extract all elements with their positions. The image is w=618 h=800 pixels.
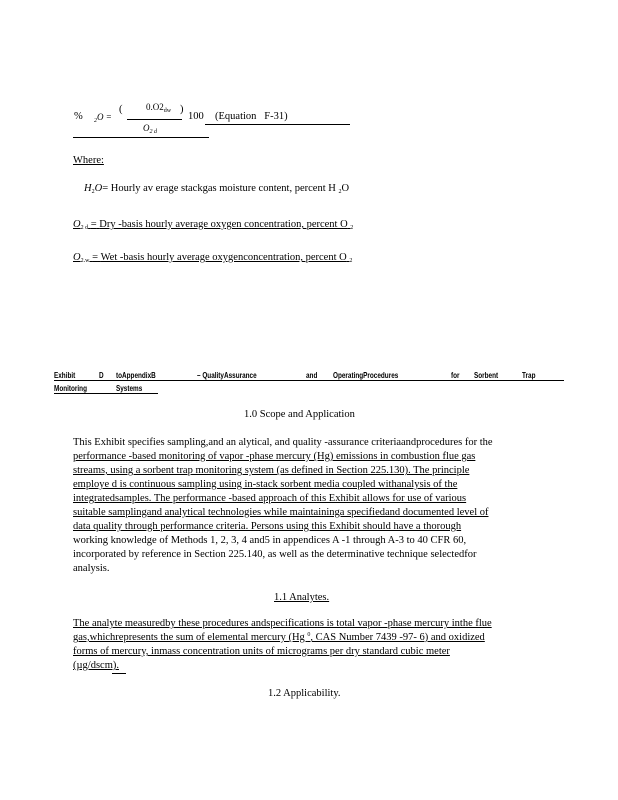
paragraph-line: analysis. — [73, 563, 110, 574]
exhibit-heading-word: toAppendixB — [116, 371, 156, 380]
equation-fraction-bar — [127, 119, 182, 120]
exhibit-heading-underline-2 — [54, 393, 158, 394]
paragraph-line: This Exhibit specifies sampling,and an alytical, and quality -assurance criteriaandprocedures for the — [73, 437, 493, 448]
equation-lhs-variable: $_2$O = — [94, 112, 112, 124]
definition-wet-oxygen: $O_{2 w}$ = Wet -basis hourly average oxygenconcentration, percent O $_2$ — [73, 252, 353, 264]
exhibit-heading-word: OperatingProcedures — [333, 371, 399, 380]
exhibit-heading-word: Trap — [522, 371, 536, 380]
section-heading-applicability: 1.2 Applicability. — [268, 688, 341, 699]
equation-denominator: $O_{2 d}$ — [143, 123, 157, 135]
definition-dry-oxygen: $O_{2 d}$ = Dry -basis hourly average oxygen concentration, percent O $_2$ — [73, 219, 354, 231]
paragraph-line: data quality through performance criteria. Persons using this Exhibit should have a thorough — [73, 521, 462, 532]
paragraph-line: streams, using a sorbent trap monitoring system (as defined in Section 225.130). The principle — [73, 465, 470, 476]
paragraph-line: incorporated by reference in Section 225.140, as well as the determinative technique selectedfor — [73, 549, 477, 560]
paragraph-line: performance -based monitoring of vapor -phase mercury (Hg) emissions in combustion flue gas — [73, 451, 476, 462]
where-label: Where: — [73, 155, 104, 166]
exhibit-heading-word: Sorbent — [474, 371, 499, 380]
equation-label: (Equation F-31) — [215, 111, 288, 122]
exhibit-heading-word: for — [451, 371, 460, 380]
paragraph-line: working knowledge of Methods 1, 2, 3, 4 and5 in appendices A -1 through A-3 to 40 CFR 60, — [73, 535, 467, 546]
equation-underline-left — [73, 137, 209, 138]
definition-moisture: $H_2O=$ Hourly av erage stackgas moisture content, percent H $_2$O — [84, 183, 350, 195]
exhibit-heading-word: – QualityAssurance — [197, 371, 257, 380]
paragraph-line: suitable samplingand analytical technologies while maintaininga specifiedand documented level of — [73, 507, 489, 518]
paragraph-line: employe d is continuous sampling using in-stack sorbent media coupled withanalysis of the — [73, 479, 458, 490]
section-heading-scope: 1.0 Scope and Application — [244, 409, 355, 420]
paragraph-line: (µg/dscm). — [73, 660, 119, 671]
exhibit-heading-word: Systems — [116, 384, 143, 393]
equation-numerator: $0.O2_{dw}$ — [146, 102, 172, 114]
paragraph-line: The analyte measuredby these procedures andspecifications is total vapor -phase mercury inthe flue — [73, 618, 492, 629]
exhibit-heading-word: D — [99, 371, 104, 380]
underline-tail — [112, 673, 126, 674]
equation-times-100: 100 — [188, 111, 204, 122]
paragraph-line: integratedsamples. The performance -based approach of this Exhibit allows for use of various — [73, 493, 467, 504]
paragraph-line: forms of mercury, inmass concentration units of micrograms per dry standard cubic meter — [73, 646, 450, 657]
paragraph-line: gas,whichrepresents the sum of elemental mercury (Hg $^0$, CAS Number 7439 -97- 6) and oxidized — [73, 632, 485, 643]
equation-underline-right — [205, 124, 350, 125]
exhibit-heading-underline — [54, 380, 564, 381]
exhibit-heading-word: and — [306, 371, 318, 380]
exhibit-heading-word: Exhibit — [54, 371, 76, 380]
section-heading-analytes: 1.1 Analytes. — [274, 592, 330, 603]
equation-numerator-open: ( — [119, 104, 123, 115]
equation-numerator-close: ) — [180, 104, 184, 115]
exhibit-heading-word: Monitoring — [54, 384, 87, 393]
equation-lhs-percent: % — [74, 111, 83, 122]
